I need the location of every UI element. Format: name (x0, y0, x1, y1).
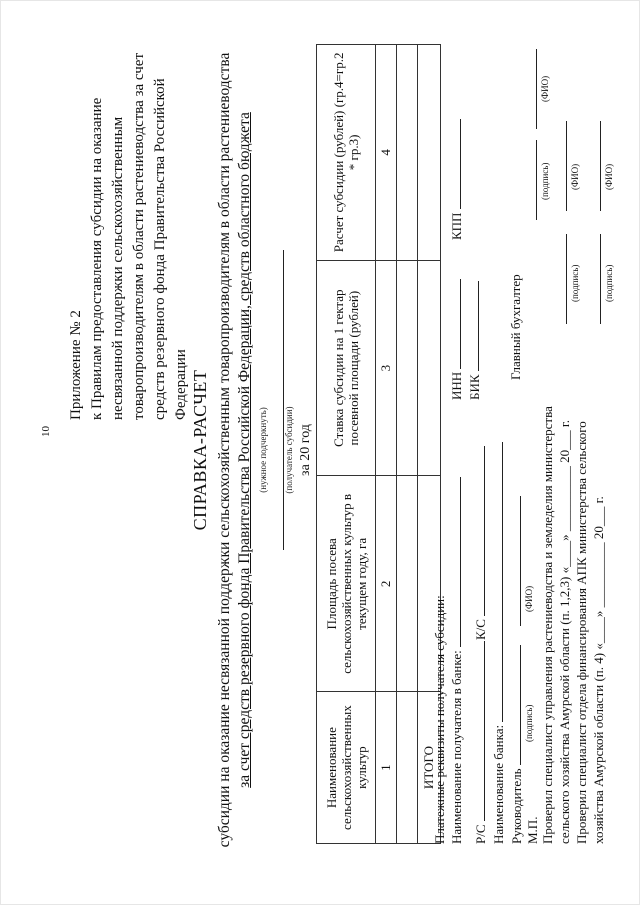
column-number: 4 (376, 45, 397, 261)
head-signature-line (508, 645, 521, 765)
chief-accountant-field: Главный бухгалтер (508, 274, 523, 380)
table-header-row (317, 45, 376, 844)
table-cell (418, 45, 441, 261)
subsidy-table (316, 44, 441, 844)
chief-fio-hint: (ФИО) (540, 75, 550, 102)
ks-field: К/С (472, 446, 489, 640)
column-header: Площадь посева сельскохозяйственных культур в текущем году, га (317, 476, 376, 692)
check-finance-line1: Проверил специалист отдела финансирования АПК министерства сельского (574, 421, 589, 844)
column-number: 1 (376, 692, 397, 844)
bik-line (466, 281, 479, 371)
rotated-document (20, 20, 620, 880)
table-cell (397, 692, 418, 844)
table-row (397, 45, 418, 844)
head-fio-hint: (ФИО) (524, 585, 534, 612)
column-header: Расчет субсидии (рублей) (гр.4=гр.2 * гр.3) (317, 45, 376, 261)
recipient-bank-name-label: Наименование получателя в банке: (448, 477, 465, 844)
appendix-title: Приложение № 2 (68, 310, 84, 420)
head-signature-hint: (подпись) (524, 704, 534, 742)
chief-signature-field (524, 49, 541, 220)
appendix-block (66, 30, 192, 420)
inn-line (448, 279, 461, 369)
check1-fio-hint: (ФИО) (570, 163, 580, 190)
check2-signature-line (588, 234, 601, 324)
inn-field: ИНН (448, 279, 465, 400)
check2-fio-line (588, 121, 601, 211)
check-management-line1: Проверил специалист управления растениеводства и земледелия министерства (540, 406, 555, 844)
chief-fio-line (524, 49, 537, 129)
head-fio-line (508, 496, 521, 626)
check-finance-line2: хозяйства Амурской области (п. 4) «____» __________ 20___ г. (591, 496, 606, 844)
hint-needed-underline: (нужное подчеркнуть) (258, 407, 268, 493)
check-management-line2: сельского хозяйства Амурской области (п. 1,2,3) «____» __________ 20___ г. (557, 420, 572, 844)
check2-signature-field (588, 121, 605, 324)
document-title: СПРАВКА-РАСЧЕТ (190, 369, 210, 531)
table-cell (397, 476, 418, 692)
report-period: за 20 год (298, 424, 313, 476)
check1-signature-field (554, 121, 571, 324)
column-number: 2 (376, 476, 397, 692)
appendix-line: средств резервного фонда Правительства Российской (152, 78, 168, 420)
check1-fio-line (554, 121, 567, 211)
check1-signature-hint: (подпись) (570, 264, 580, 302)
rs-line (472, 641, 485, 821)
chief-signature-line (524, 140, 537, 220)
bank-name-line (490, 442, 503, 722)
appendix-line: несвязанной поддержки сельскохозяйственным (110, 116, 126, 420)
bik-field: БИК (466, 281, 483, 400)
table-cell (418, 260, 441, 476)
kpp-field: КПП (448, 119, 465, 240)
requisites-heading: Платежные реквизиты получателя субсидии: (432, 595, 447, 844)
appendix-line: товаропроизводителям в области растениеводства за счет (131, 52, 147, 420)
chief-signature-hint: (подпись) (540, 162, 550, 200)
hint-recipient: (получатель субсидии) (284, 406, 294, 494)
bank-name-field: Наименование банка: (490, 442, 507, 844)
ks-line (472, 446, 485, 616)
kpp-line (448, 119, 461, 209)
table-row (376, 45, 397, 844)
mp-stamp-label: М.П. (525, 816, 540, 844)
head-field: Руководитель (508, 496, 525, 844)
column-number: 3 (376, 260, 397, 476)
table-cell (397, 260, 418, 476)
document-subtitle: субсидии на оказание несвязанной поддержки сельскохозяйственным товаропроизводителям в области растениеводства (216, 52, 233, 848)
appendix-line: Федерации (173, 349, 189, 420)
page-number: 10 (40, 426, 52, 437)
appendix-line: к Правилам предоставления субсидии на оказание (89, 97, 105, 420)
column-header: Наименование сельскохозяйственных культур (317, 692, 376, 844)
table-cell (397, 45, 418, 261)
document-subtitle-funds: за счет средств резервного фонда Правительства Российской Федерации, средств областного бюджета (236, 112, 253, 788)
check2-fio-hint: (ФИО) (604, 163, 614, 190)
check2-signature-hint: (подпись) (604, 264, 614, 302)
column-header: Ставка субсидии на 1 гектар посевной площади (рублей) (317, 260, 376, 476)
total-label: ИТОГО (418, 692, 441, 844)
recipient-bank-name-line (448, 477, 461, 647)
check1-signature-line (554, 234, 567, 324)
rs-field: Р/С (472, 641, 489, 844)
